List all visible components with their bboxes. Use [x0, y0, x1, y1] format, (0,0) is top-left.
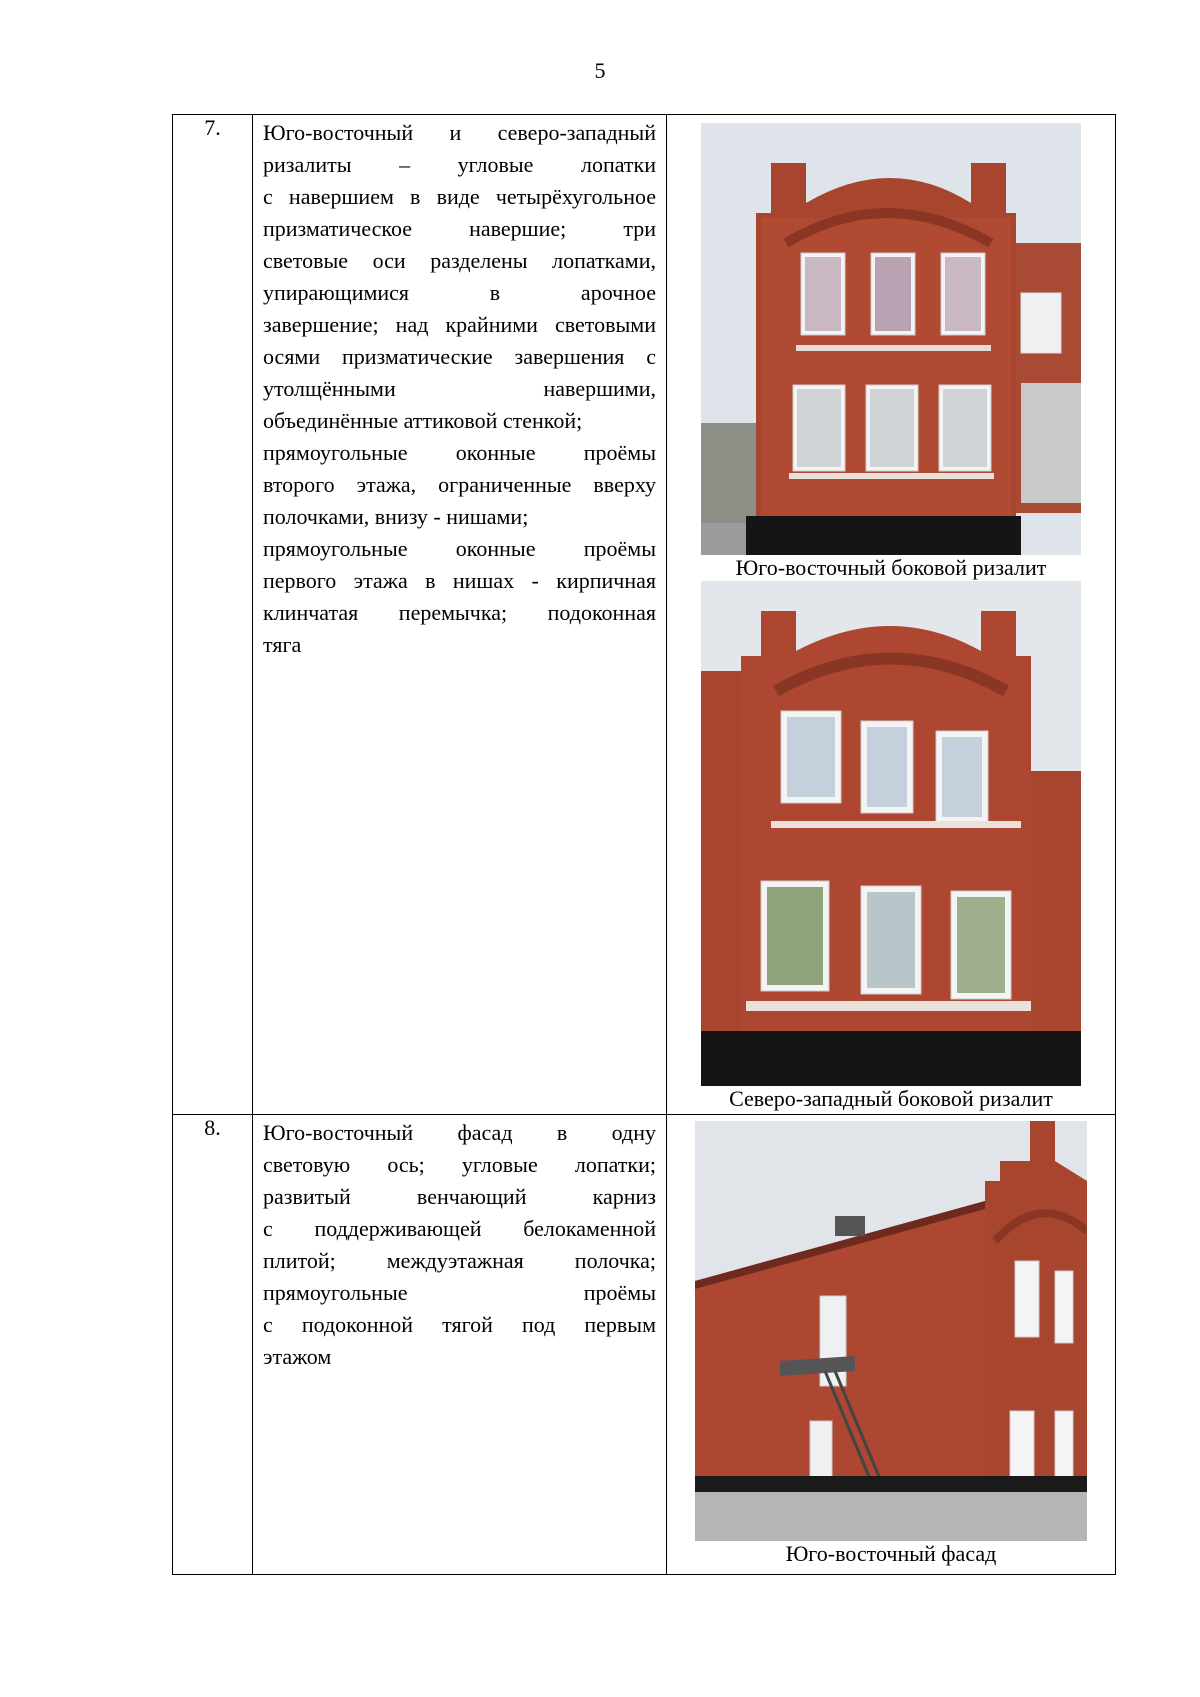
desc-line: прямоугольные оконные проёмы [263, 536, 656, 561]
photo-northwest-risalit [701, 581, 1081, 1086]
photo-caption: Юго-восточный фасад [785, 1541, 997, 1566]
row-description [253, 115, 667, 1115]
photo-caption: Северо-западный боковой ризалит [729, 1086, 1053, 1111]
desc-line: утолщёнными навершими, [263, 376, 656, 401]
photo-southeast-risalit [701, 123, 1081, 555]
desc-line: с навершием в виде четырёхугольное [263, 184, 656, 209]
desc-line: прямоугольные оконные проёмы [263, 440, 656, 465]
desc-line: плитой; междуэтажная полочка; [263, 1248, 656, 1273]
desc-line: второго этажа, ограниченные вверху [263, 472, 656, 497]
document-table [172, 114, 1116, 1575]
desc-line: световую ось; угловые лопатки; [263, 1152, 656, 1177]
desc-line: объединённые аттиковой стенкой; [263, 408, 583, 433]
desc-line: прямоугольные проёмы [263, 1280, 656, 1305]
desc-line: развитый венчающий карниз [263, 1184, 656, 1209]
desc-line: клинчатая перемычка; подоконная [263, 600, 656, 625]
desc-line: этажом [263, 1344, 332, 1369]
desc-line: осями призматические завершения с [263, 344, 656, 369]
desc-line: полочками, внизу - нишами; [263, 504, 529, 529]
table-row [173, 115, 1116, 1115]
desc-line: с подоконной тягой под первым [263, 1312, 656, 1337]
photo-caption: Юго-восточный боковой ризалит [735, 555, 1047, 580]
row-description [253, 1115, 667, 1575]
desc-line: Юго-восточный фасад в одну [263, 1120, 656, 1145]
desc-line: первого этажа в нишах - кирпичная [263, 568, 656, 593]
desc-line: световые оси разделены лопатками, [263, 248, 656, 273]
photo-southeast-facade [695, 1121, 1087, 1541]
row-number: 7. [173, 115, 253, 1115]
row-number: 8. [173, 1115, 253, 1575]
row-photos [667, 1115, 1116, 1575]
desc-line: призматическое навершие; три [263, 216, 656, 241]
desc-line: тяга [263, 632, 302, 657]
desc-line: с поддерживающей белокаменной [263, 1216, 656, 1241]
row-photos [667, 115, 1116, 1115]
page-number: 5 [594, 58, 606, 83]
desc-line: упирающимися в арочное [263, 280, 656, 305]
table-row [173, 1115, 1116, 1575]
desc-line: завершение; над крайними световыми [263, 312, 656, 337]
desc-line: Юго-восточный и северо-западный [263, 120, 656, 145]
desc-line: ризалиты – угловые лопатки [263, 152, 656, 177]
